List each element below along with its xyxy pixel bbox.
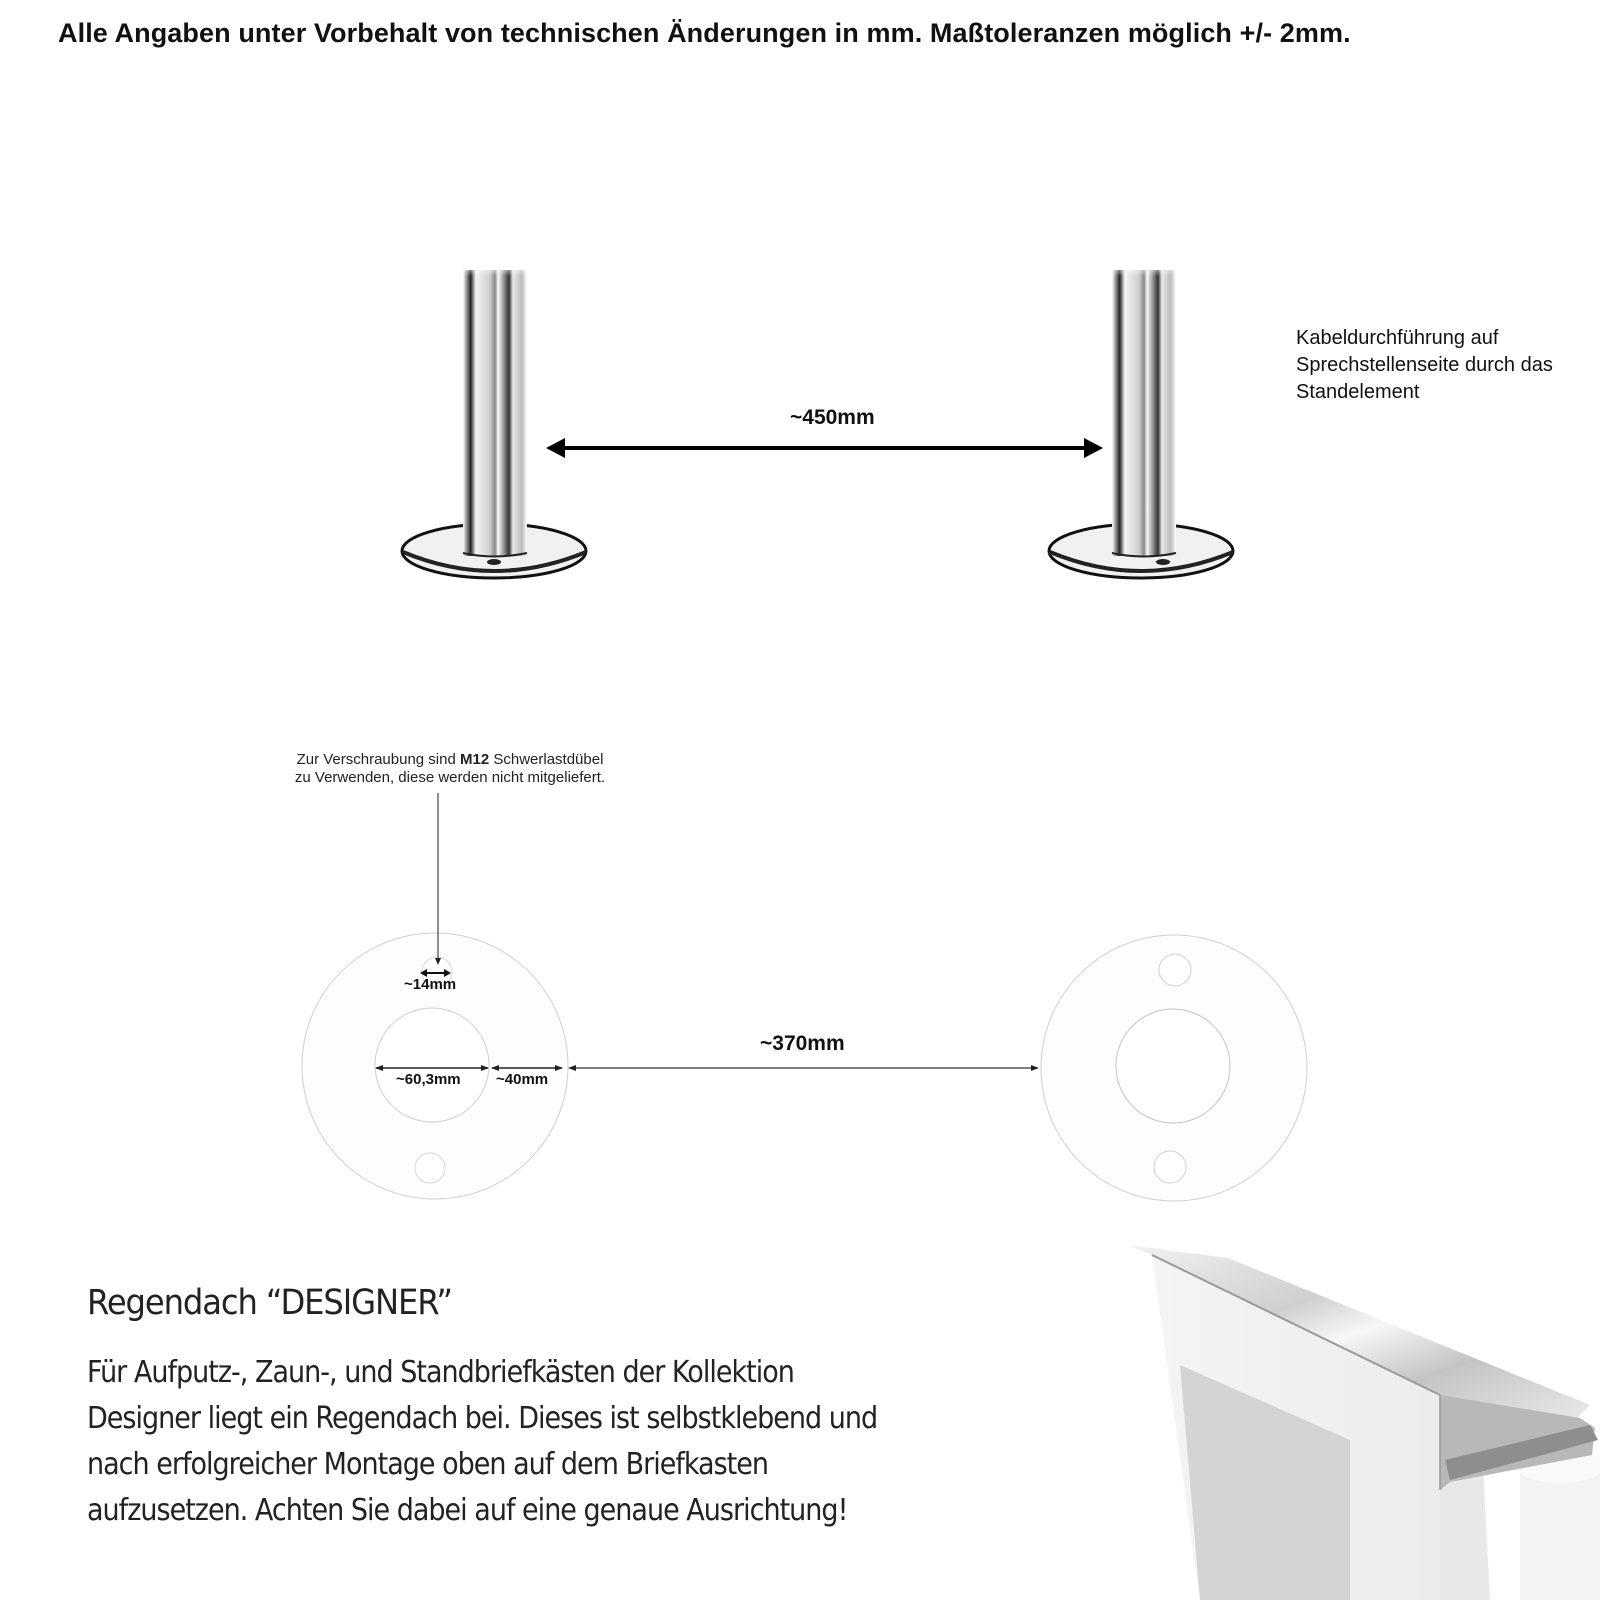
left-post [402,262,586,578]
description-line: Für Aufputz-, Zaun-, und Standbriefkästen der Kollektion [87,1355,794,1390]
description-line: aufzusetzen. Achten Sie dabei auf eine genaue Ausrichtung! [87,1493,848,1528]
screw-note-suffix: Schwerlastdübel [489,751,604,768]
screw-note [240,751,660,787]
screw-note-bold: M12 [460,751,490,768]
plate-distance-arrow [568,1065,1039,1071]
plate-distance-label: ~370mm [760,1032,845,1055]
left-plate-inner-hole [375,1008,489,1122]
ring-width-label: ~40mm [496,1071,549,1088]
post-distance-arrow [546,438,1103,458]
inner-diameter-label: ~60,3mm [396,1071,461,1088]
rain-cover-photo [1128,1245,1600,1600]
right-plate-inner-hole [1116,1009,1230,1123]
screw-note-line2: zu Verwenden, diese werden nicht mitgeliefert. [294,769,606,786]
cable-note-line: Kabeldurchführung auf [1296,327,1499,349]
left-post-cable-hole [487,559,501,565]
right-plate-screw-hole-bottom [1154,1151,1186,1183]
hole-diameter-label: ~14mm [404,976,457,993]
post-distance-label: ~450mm [790,406,875,429]
right-plate-screw-hole-top [1159,954,1191,986]
description-line: nach erfolgreicher Montage oben auf dem Briefkasten [87,1447,769,1482]
cable-note [1296,325,1553,406]
cable-note-line: Standelement [1296,381,1420,403]
rain-cover-description [87,1350,1041,1534]
right-base-plate-top [1041,935,1307,1201]
screw-note-prefix: Zur Verschraubung sind [296,751,460,768]
rain-cover-title: Regendach “DESIGNER” [87,1283,452,1323]
description-line: Designer liegt ein Regendach bei. Dieses ist selbstklebend und [87,1401,878,1436]
right-post [1049,262,1233,578]
cable-note-line: Sprechstellenseite durch das [1296,354,1553,376]
left-plate-screw-hole-bottom [415,1153,445,1183]
right-post-cable-hole [1156,559,1170,565]
disclaimer-text: Alle Angaben unter Vorbehalt von technischen Änderungen in mm. Maßtoleranzen möglich +/- 2mm. [58,18,1351,48]
